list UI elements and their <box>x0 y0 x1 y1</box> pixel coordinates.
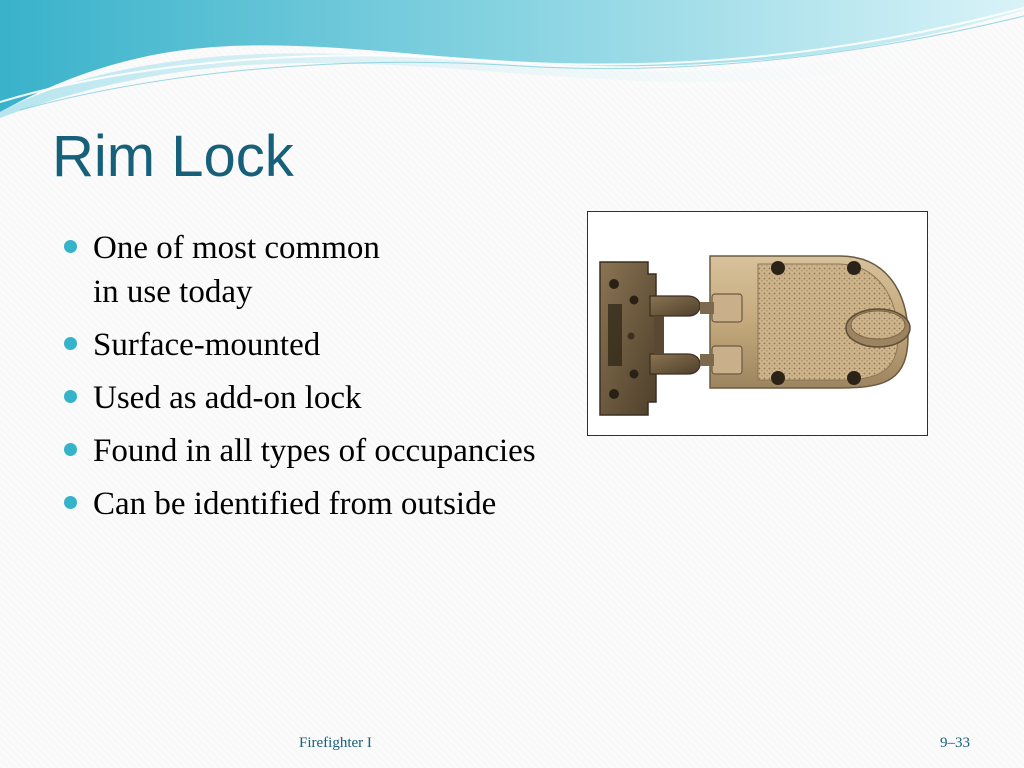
bullet-dot-icon <box>64 390 77 403</box>
bullet-item <box>62 323 622 367</box>
bullet-dot-icon <box>64 443 77 456</box>
bullet-dot-icon <box>64 240 77 253</box>
rim-lock-photo <box>587 211 928 436</box>
bullet-text: Used as add-on lock <box>93 380 362 416</box>
bullet-text-continuation: in use today <box>93 274 253 310</box>
bullet-item <box>62 376 622 420</box>
header-wave-decoration <box>0 0 1024 120</box>
bullet-item <box>62 226 622 314</box>
bullet-text: Surface-mounted <box>93 327 321 363</box>
bullet-text: Can be identified from outside <box>93 486 497 522</box>
bullet-dot-icon <box>64 496 77 509</box>
bullet-text: One of most common <box>93 230 380 266</box>
bullet-item <box>62 482 622 526</box>
slide-title: Rim Lock <box>52 124 294 189</box>
rim-lock-illustration <box>588 212 927 435</box>
bullet-text: Found in all types of occupancies <box>93 433 536 469</box>
bullet-item <box>62 429 622 473</box>
bullet-dot-icon <box>64 337 77 350</box>
bullet-list <box>62 226 622 535</box>
footer-course-title: Firefighter I <box>299 735 372 751</box>
footer-slide-number: 9–33 <box>940 735 970 751</box>
